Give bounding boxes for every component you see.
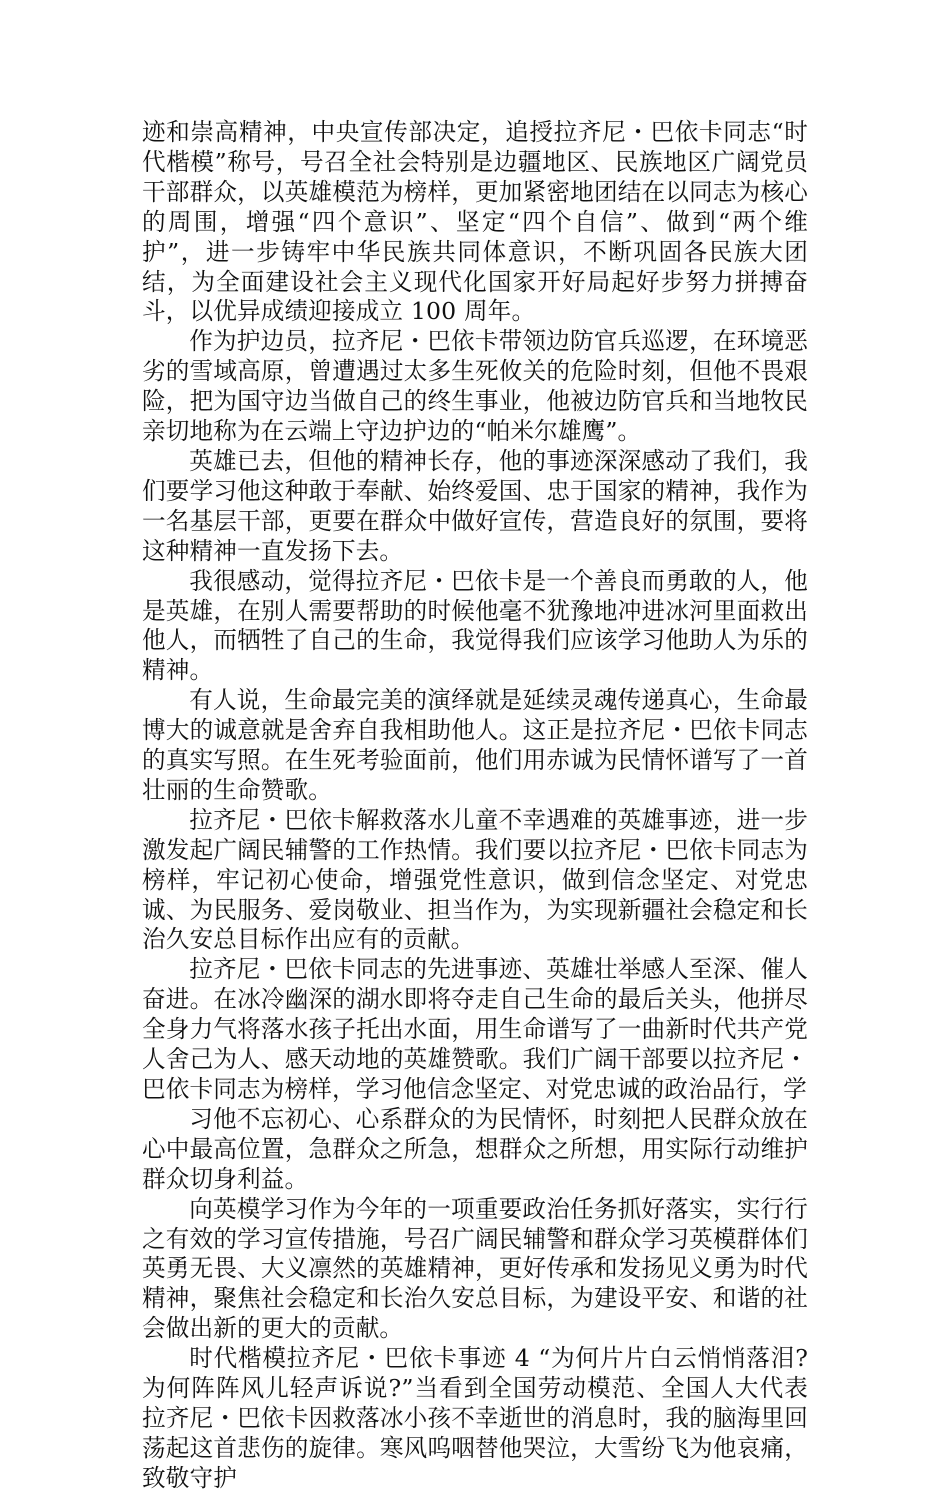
document-page [142, 118, 808, 1494]
paragraph-7: 拉齐尼・巴依卡同志的先进事迹、英雄壮举感人至深、催人奋进。在冰冷幽深的湖水即将夺走自己生命的最后关头，他拼尽全身力气将落水孩子托出水面，用生命谱写了一曲新时代共产党人舍己为人、感天动地的英雄赞歌。我们广阔干部要以拉齐尼・巴依卡同志为榜样，学习他信念坚定、对党忠诚的政治品行，学 [142, 955, 808, 1103]
paragraph-6: 拉齐尼・巴依卡解救落水儿童不幸遇难的英雄事迹，进一步激发起广阔民辅警的工作热情。我们要以拉齐尼・巴依卡同志为榜样，牢记初心使命，增强党性意识，做到信念坚定、对党忠诚、为民服务、爱岗敬业、担当作为，为实现新疆社会稳定和长治久安总目标作出应有的贡献。 [142, 805, 808, 954]
paragraph-10: 时代楷模拉齐尼・巴依卡事迹 4 “为何片片白云悄悄落泪?为何阵阵风儿轻声诉说?”当看到全国劳动模范、全国人大代表拉齐尼・巴依卡因救落冰小孩不幸逝世的消息时，我的脑海里回荡起这首悲伤的旋律。寒风呜咽替他哭泣，大雪纷飞为他哀痛，致敬守护 [142, 1344, 808, 1492]
paragraph-9: 向英模学习作为今年的一项重要政治任务抓好落实，实行行之有效的学习宣传措施，号召广阔民辅警和群众学习英模群体们英勇无畏、大义凛然的英雄精神，更好传承和发扬见义勇为时代精神，聚焦社会稳定和长治久安总目标，为建设平安、和谐的社会做出新的更大的贡献。 [142, 1194, 808, 1343]
paragraph-3: 英雄已去，但他的精神长存，他的事迹深深感动了我们，我们要学习他这种敢于奉献、始终爱国、忠于国家的精神，我作为一名基层干部，更要在群众中做好宣传，营造良好的氛围，要将这种精神一直发扬下去。 [142, 446, 808, 565]
paragraph-8: 习他不忘初心、心系群众的为民情怀，时刻把人民群众放在心中最高位置，急群众之所急，想群众之所想，用实际行动维护群众切身利益。 [142, 1104, 808, 1193]
paragraph-4: 我很感动，觉得拉齐尼・巴依卡是一个善良而勇敢的人，他是英雄，在别人需要帮助的时候他毫不犹豫地冲进冰河里面救出他人，而牺牲了自己的生命，我觉得我们应该学习他助人为乐的精神。 [142, 566, 808, 685]
paragraph-1: 迹和崇高精神，中央宣传部决定，追授拉齐尼・巴依卡同志“时代楷模”称号，号召全社会特别是边疆地区、民族地区广阔党员干部群众，以英雄模范为榜样，更加紧密地团结在以同志为核心的周围，增强“四个意识”、坚定“四个自信”、做到“两个维护”，进一步铸牢中华民族共同体意识，不断巩固各民族大团结，为全面建设社会主义现代化国家开好局起好步努力拼搏奋斗，以优异成绩迎接成立 100 周年。 [142, 118, 808, 326]
paragraph-5: 有人说，生命最完美的演绎就是延续灵魂传递真心，生命最博大的诚意就是舍弃自我相助他人。这正是拉齐尼・巴依卡同志的真实写照。在生死考验面前，他们用赤诚为民情怀谱写了一首壮丽的生命赞歌。 [142, 686, 808, 804]
paragraph-2: 作为护边员，拉齐尼・巴依卡带领边防官兵巡逻，在环境恶劣的雪域高原，曾遭遇过太多生死攸关的危险时刻，但他不畏艰险，把为国守边当做自己的终生事业，他被边防官兵和当地牧民亲切地称为在云端上守边护边的“帕米尔雄鹰”。 [142, 327, 808, 446]
